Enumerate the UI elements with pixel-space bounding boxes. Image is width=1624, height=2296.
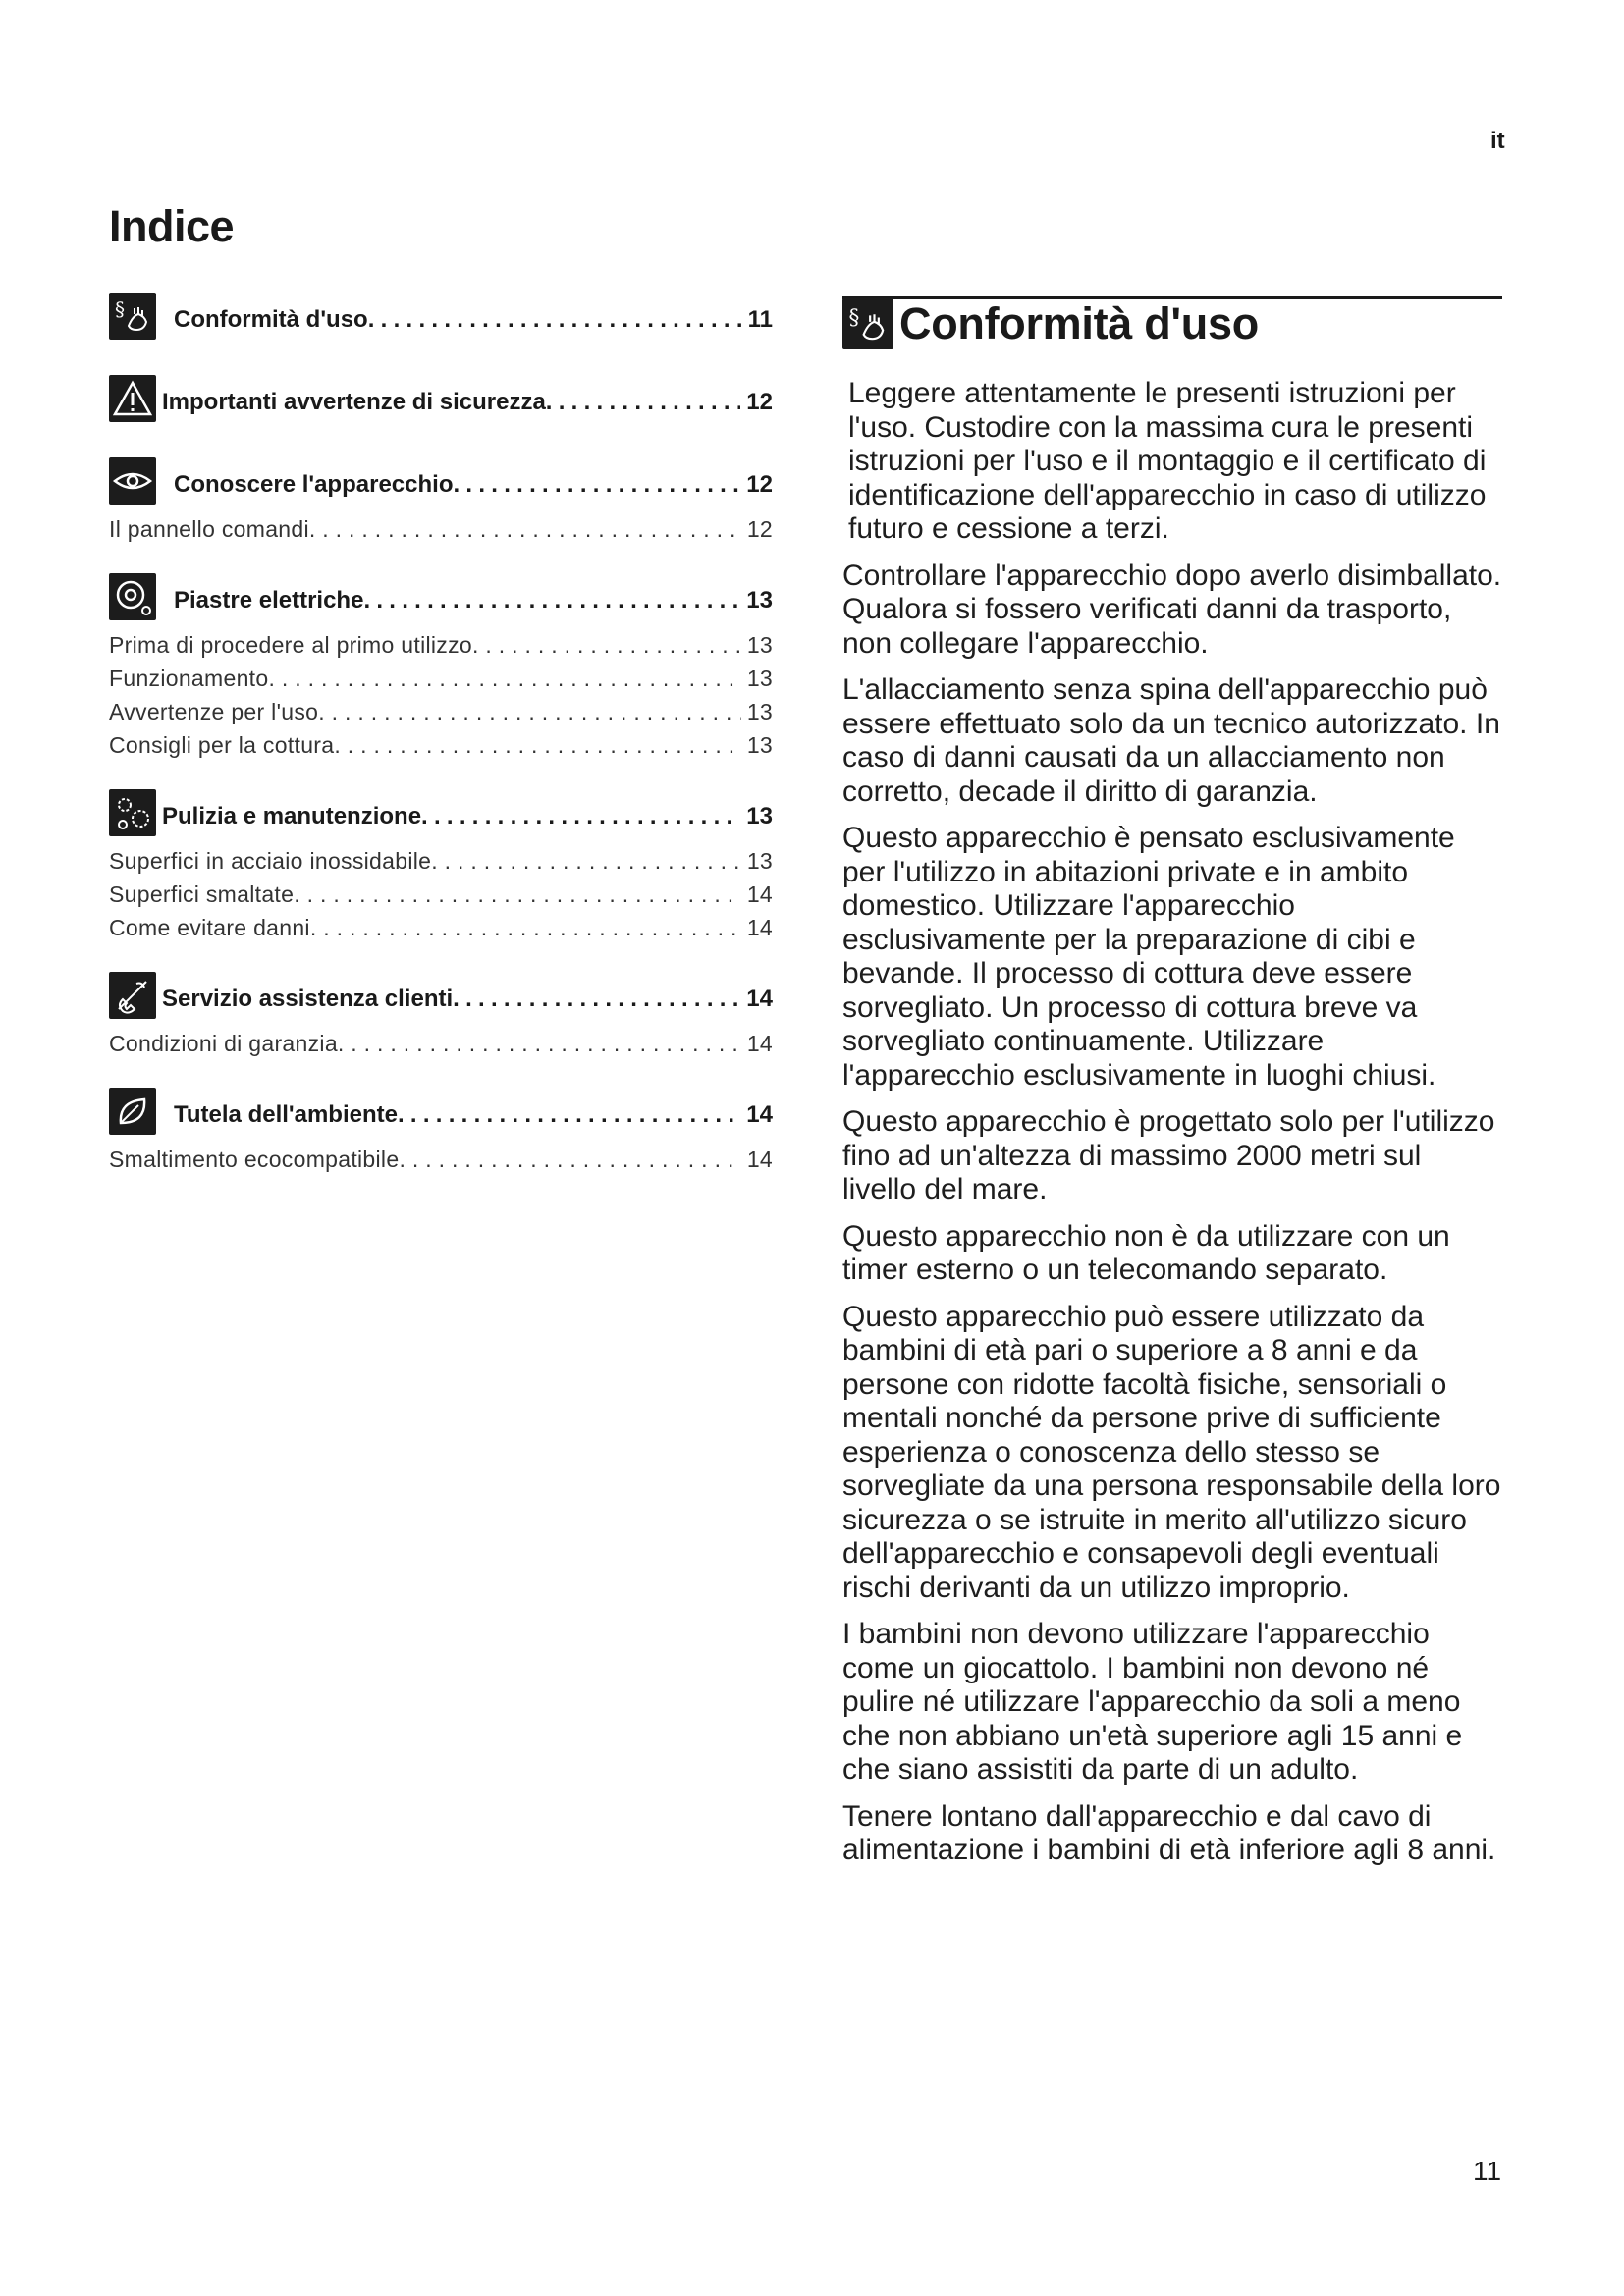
toc-group bbox=[109, 285, 773, 351]
table-of-contents bbox=[109, 285, 773, 1196]
phone-service-icon bbox=[109, 972, 156, 1019]
toc-section-customer-service[interactable] bbox=[109, 964, 773, 1031]
intended-use-icon bbox=[109, 293, 156, 340]
page-number: 11 bbox=[1473, 2156, 1502, 2186]
toc-page-number: 14 bbox=[746, 1147, 773, 1172]
toc-group bbox=[109, 450, 773, 550]
toc-subitem[interactable] bbox=[109, 632, 773, 666]
toc-subitem[interactable] bbox=[109, 848, 773, 881]
toc-subitem[interactable] bbox=[109, 732, 773, 766]
toc-subitem[interactable] bbox=[109, 881, 773, 915]
toc-section-label: Piastre elettriche bbox=[174, 587, 364, 614]
toc-subitem-label: Il pannello comandi bbox=[109, 516, 309, 542]
toc-subitem-label: Avvertenze per l'uso bbox=[109, 699, 319, 724]
toc-subitem[interactable] bbox=[109, 666, 773, 699]
language-code: it bbox=[1490, 128, 1505, 154]
toc-section-label: Importanti avvertenze di sicurezza bbox=[162, 389, 546, 415]
toc-subitem-label: Superfici smaltate bbox=[109, 881, 295, 907]
toc-subitem-list bbox=[109, 848, 773, 948]
intended-use-icon bbox=[842, 298, 893, 349]
toc-subitem-list bbox=[109, 1147, 773, 1180]
toc-section-label: Pulizia e manutenzione bbox=[162, 803, 422, 829]
toc-subitem-label: Funzionamento bbox=[109, 666, 269, 691]
paragraph: Controllare l'apparecchio dopo averlo disimballato. Qualora si fossero verificati danni da trasporto, non collegare l'apparecchio. bbox=[842, 559, 1502, 660]
cleaning-icon bbox=[109, 789, 156, 836]
toc-group bbox=[109, 964, 773, 1064]
toc-section-label: Servizio assistenza clienti bbox=[162, 986, 454, 1012]
toc-section-appliance[interactable] bbox=[109, 450, 773, 516]
section-heading-text: Conformità d'uso bbox=[899, 298, 1259, 348]
toc-subitem-label: Smaltimento ecocompatibile bbox=[109, 1147, 400, 1172]
toc-page-number: 14 bbox=[746, 881, 773, 907]
toc-subitem[interactable] bbox=[109, 699, 773, 732]
toc-page-number: 11 bbox=[747, 306, 773, 333]
leaf-icon bbox=[109, 1088, 156, 1135]
toc-section-label: Conformità d'uso bbox=[174, 306, 368, 333]
paragraph: Questo apparecchio è pensato esclusivamente per l'utilizzo in abitazioni private e in ambito domestico. Utilizzare l'apparecchio esclusivamente per la preparazione di cibi e bevande. Il processo di cottura deve essere sorvegliato. Un processo di cottura breve va sorvegliato continuamente. Utilizzare l'apparecchio esclusivamente in luoghi chiusi. bbox=[842, 822, 1455, 1092]
toc-page-number: 14 bbox=[746, 915, 773, 940]
toc-subitem-label: Superfici in acciaio inossidabile bbox=[109, 848, 432, 874]
toc-page-number: 14 bbox=[746, 1031, 773, 1056]
toc-page-number: 14 bbox=[746, 986, 773, 1012]
toc-section-safety[interactable] bbox=[109, 367, 773, 434]
warning-icon bbox=[109, 375, 156, 422]
paragraph: Questo apparecchio può essere utilizzato da bambini di età pari o superiore a 8 anni e da persone con ridotte facoltà fisiche, sensoriali o mentali nonché da persone prive di sufficiente esperienza o conoscenza dello stesso se sorvegliate da una persona responsabile della loro sicurezza o se istruite in merito all'utilizzo sicuro dell'apparecchio e consapevoli degli eventuali rischi derivanti da un utilizzo improprio. bbox=[842, 1300, 1501, 1604]
paragraph: Questo apparecchio non è da utilizzare con un timer esterno o un telecomando separato. bbox=[842, 1219, 1450, 1286]
toc-page-number: 13 bbox=[746, 732, 773, 758]
toc-subitem-label: Prima di procedere al primo utilizzo bbox=[109, 632, 472, 658]
toc-subitem[interactable] bbox=[109, 1147, 773, 1180]
section-body bbox=[842, 377, 1502, 1881]
paragraph: Tenere lontano dall'apparecchio e dal cavo di alimentazione i bambini di età inferiore agli 8 anni. bbox=[842, 1799, 1496, 1866]
paragraph: Questo apparecchio è progettato solo per l'utilizzo fino ad un'altezza di massimo 2000 metri sul livello del mare. bbox=[842, 1105, 1495, 1205]
paragraph: Leggere attentamente le presenti istruzioni per l'uso. Custodire con la massima cura le presenti istruzioni per l'uso e il montaggio e il certificato di identificazione dell'apparecchio in caso di utilizzo futuro e cessione a terzi. bbox=[848, 377, 1487, 545]
toc-page-number: 13 bbox=[746, 632, 773, 658]
toc-page-number: 13 bbox=[746, 803, 773, 829]
toc-page-number: 12 bbox=[746, 389, 773, 415]
toc-group bbox=[109, 565, 773, 766]
toc-subitem[interactable] bbox=[109, 915, 773, 948]
toc-page-number: 13 bbox=[746, 699, 773, 724]
section-heading bbox=[842, 298, 1259, 349]
toc-subitem[interactable] bbox=[109, 1031, 773, 1064]
toc-page-number: 14 bbox=[746, 1101, 773, 1128]
toc-subitem-list bbox=[109, 632, 773, 766]
toc-subitem-label: Come evitare danni bbox=[109, 915, 310, 940]
toc-subitem[interactable] bbox=[109, 516, 773, 550]
page-title: Indice bbox=[109, 201, 235, 251]
toc-group bbox=[109, 367, 773, 434]
toc-page-number: 13 bbox=[746, 587, 773, 614]
toc-page-number: 13 bbox=[746, 666, 773, 691]
toc-subitem-label: Condizioni di garanzia bbox=[109, 1031, 338, 1056]
toc-section-intended-use[interactable] bbox=[109, 285, 773, 351]
hotplate-icon bbox=[109, 573, 156, 620]
toc-section-hotplates[interactable] bbox=[109, 565, 773, 632]
toc-section-cleaning[interactable] bbox=[109, 781, 773, 848]
svg-text:§: § bbox=[848, 305, 860, 330]
toc-page-number: 13 bbox=[746, 848, 773, 874]
toc-page-number: 12 bbox=[746, 516, 773, 542]
toc-group bbox=[109, 781, 773, 948]
toc-page-number: 12 bbox=[746, 471, 773, 498]
svg-text:§: § bbox=[115, 297, 125, 321]
toc-subitem-list bbox=[109, 516, 773, 550]
toc-section-label: Tutela dell'ambiente bbox=[174, 1101, 398, 1128]
paragraph: I bambini non devono utilizzare l'apparecchio come un giocattolo. I bambini non devono né pulire né utilizzare l'apparecchio da soli a meno che non abbiano un'età superiore agli 15 anni e che siano assistiti da parte di un adulto. bbox=[842, 1618, 1463, 1786]
toc-subitem-label: Consigli per la cottura bbox=[109, 732, 335, 758]
toc-section-environment[interactable] bbox=[109, 1080, 773, 1147]
toc-group bbox=[109, 1080, 773, 1180]
toc-subitem-list bbox=[109, 1031, 773, 1064]
eye-icon bbox=[109, 457, 156, 505]
paragraph: L'allacciamento senza spina dell'apparecchio può essere effettuato solo da un tecnico autorizzato. In caso di danni causati da un allacciamento non corretto, decade il diritto di garanzia. bbox=[842, 673, 1500, 808]
toc-section-label: Conoscere l'apparecchio bbox=[174, 471, 454, 498]
